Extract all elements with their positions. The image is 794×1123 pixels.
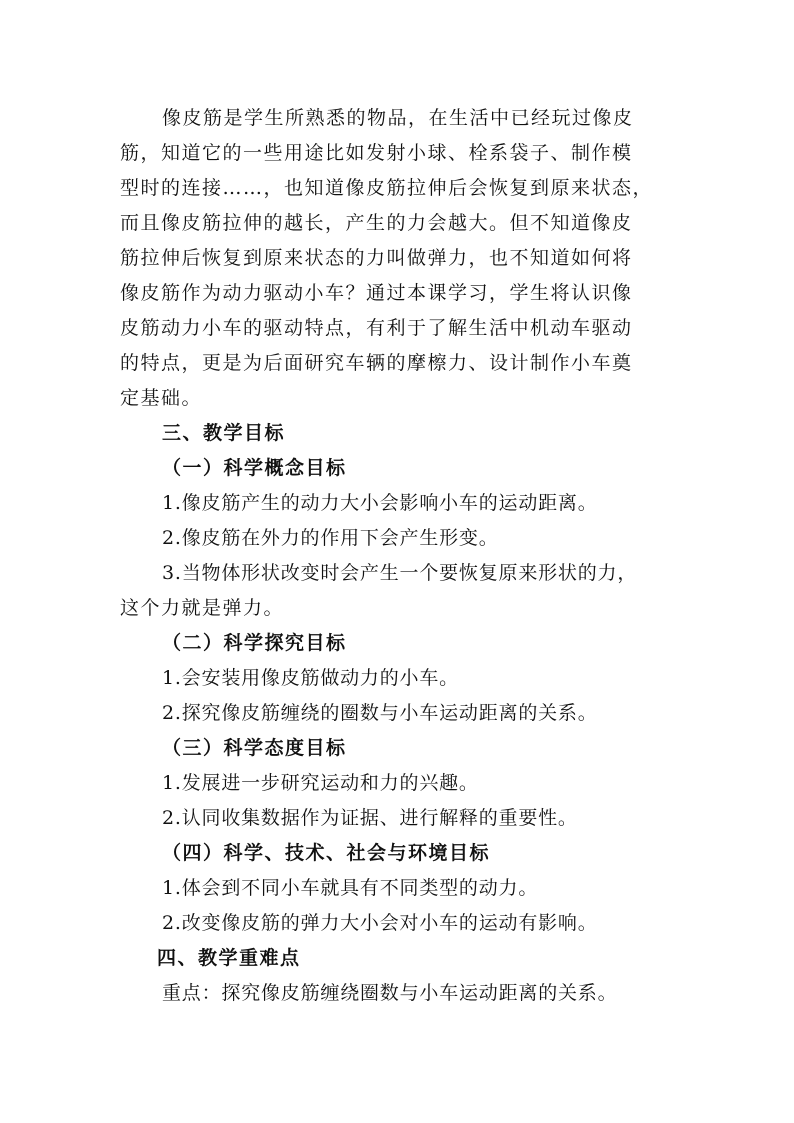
list-item: 2.认同收集数据作为证据、进行解释的重要性。	[162, 807, 578, 829]
subheading-sts-environment: （四）科学、技术、社会与环境目标	[162, 842, 491, 864]
list-item: 1.发展进一步研究运动和力的兴趣。	[162, 772, 479, 794]
paragraph-line: 定基础。	[120, 387, 203, 409]
paragraph-line: 的特点，更是为后面研究车辆的摩檫力、设计制作小车奠	[120, 352, 633, 374]
list-item: 2.改变像皮筋的弹力大小会对小车的运动有影响。	[162, 912, 598, 934]
paragraph-line: 而且像皮筋拉伸的越长，产生的力会越大。但不知道像皮	[120, 212, 633, 234]
subheading-science-attitude: （三）科学态度目标	[162, 737, 347, 759]
subheading-science-concept: （一）科学概念目标	[162, 457, 347, 479]
list-item-continuation: 这个力就是弹力。	[120, 597, 285, 619]
list-item: 2.探究像皮筋缠绕的圈数与小车运动距离的关系。	[162, 702, 598, 724]
list-item: 1.会安装用像皮筋做动力的小车。	[162, 667, 459, 689]
section-heading-teaching-goals: 三、教学目标	[162, 422, 286, 444]
paragraph-line: 筋拉伸后恢复到原来状态的力叫做弹力，也不知道如何将	[120, 247, 633, 269]
list-item: 2.像皮筋在外力的作用下会产生形变。	[162, 527, 499, 549]
key-point-text: 重点：探究像皮筋缠绕圈数与小车运动距离的关系。	[162, 982, 618, 1004]
list-item: 3.当物体形状改变时会产生一个要恢复原来形状的力，	[162, 562, 638, 584]
list-item: 1.体会到不同小车就具有不同类型的动力。	[162, 877, 539, 899]
paragraph-line: 筋，知道它的一些用途比如发射小球、栓系袋子、制作模	[120, 142, 633, 164]
paragraph-line: 像皮筋是学生所熟悉的物品，在生活中已经玩过像皮	[162, 107, 634, 129]
paragraph-line: 型时的连接……，也知道像皮筋拉伸后会恢复到原来状态，	[120, 177, 654, 199]
subheading-science-inquiry: （二）科学探究目标	[162, 632, 347, 654]
paragraph-line: 皮筋动力小车的驱动特点，有利于了解生活中机动车驱动	[120, 317, 633, 339]
list-item: 1.像皮筋产生的动力大小会影响小车的运动距离。	[162, 492, 598, 514]
paragraph-line: 像皮筋作为动力驱动小车？通过本课学习，学生将认识像	[120, 282, 633, 304]
section-heading-key-difficult-points: 四、教学重难点	[157, 947, 301, 969]
